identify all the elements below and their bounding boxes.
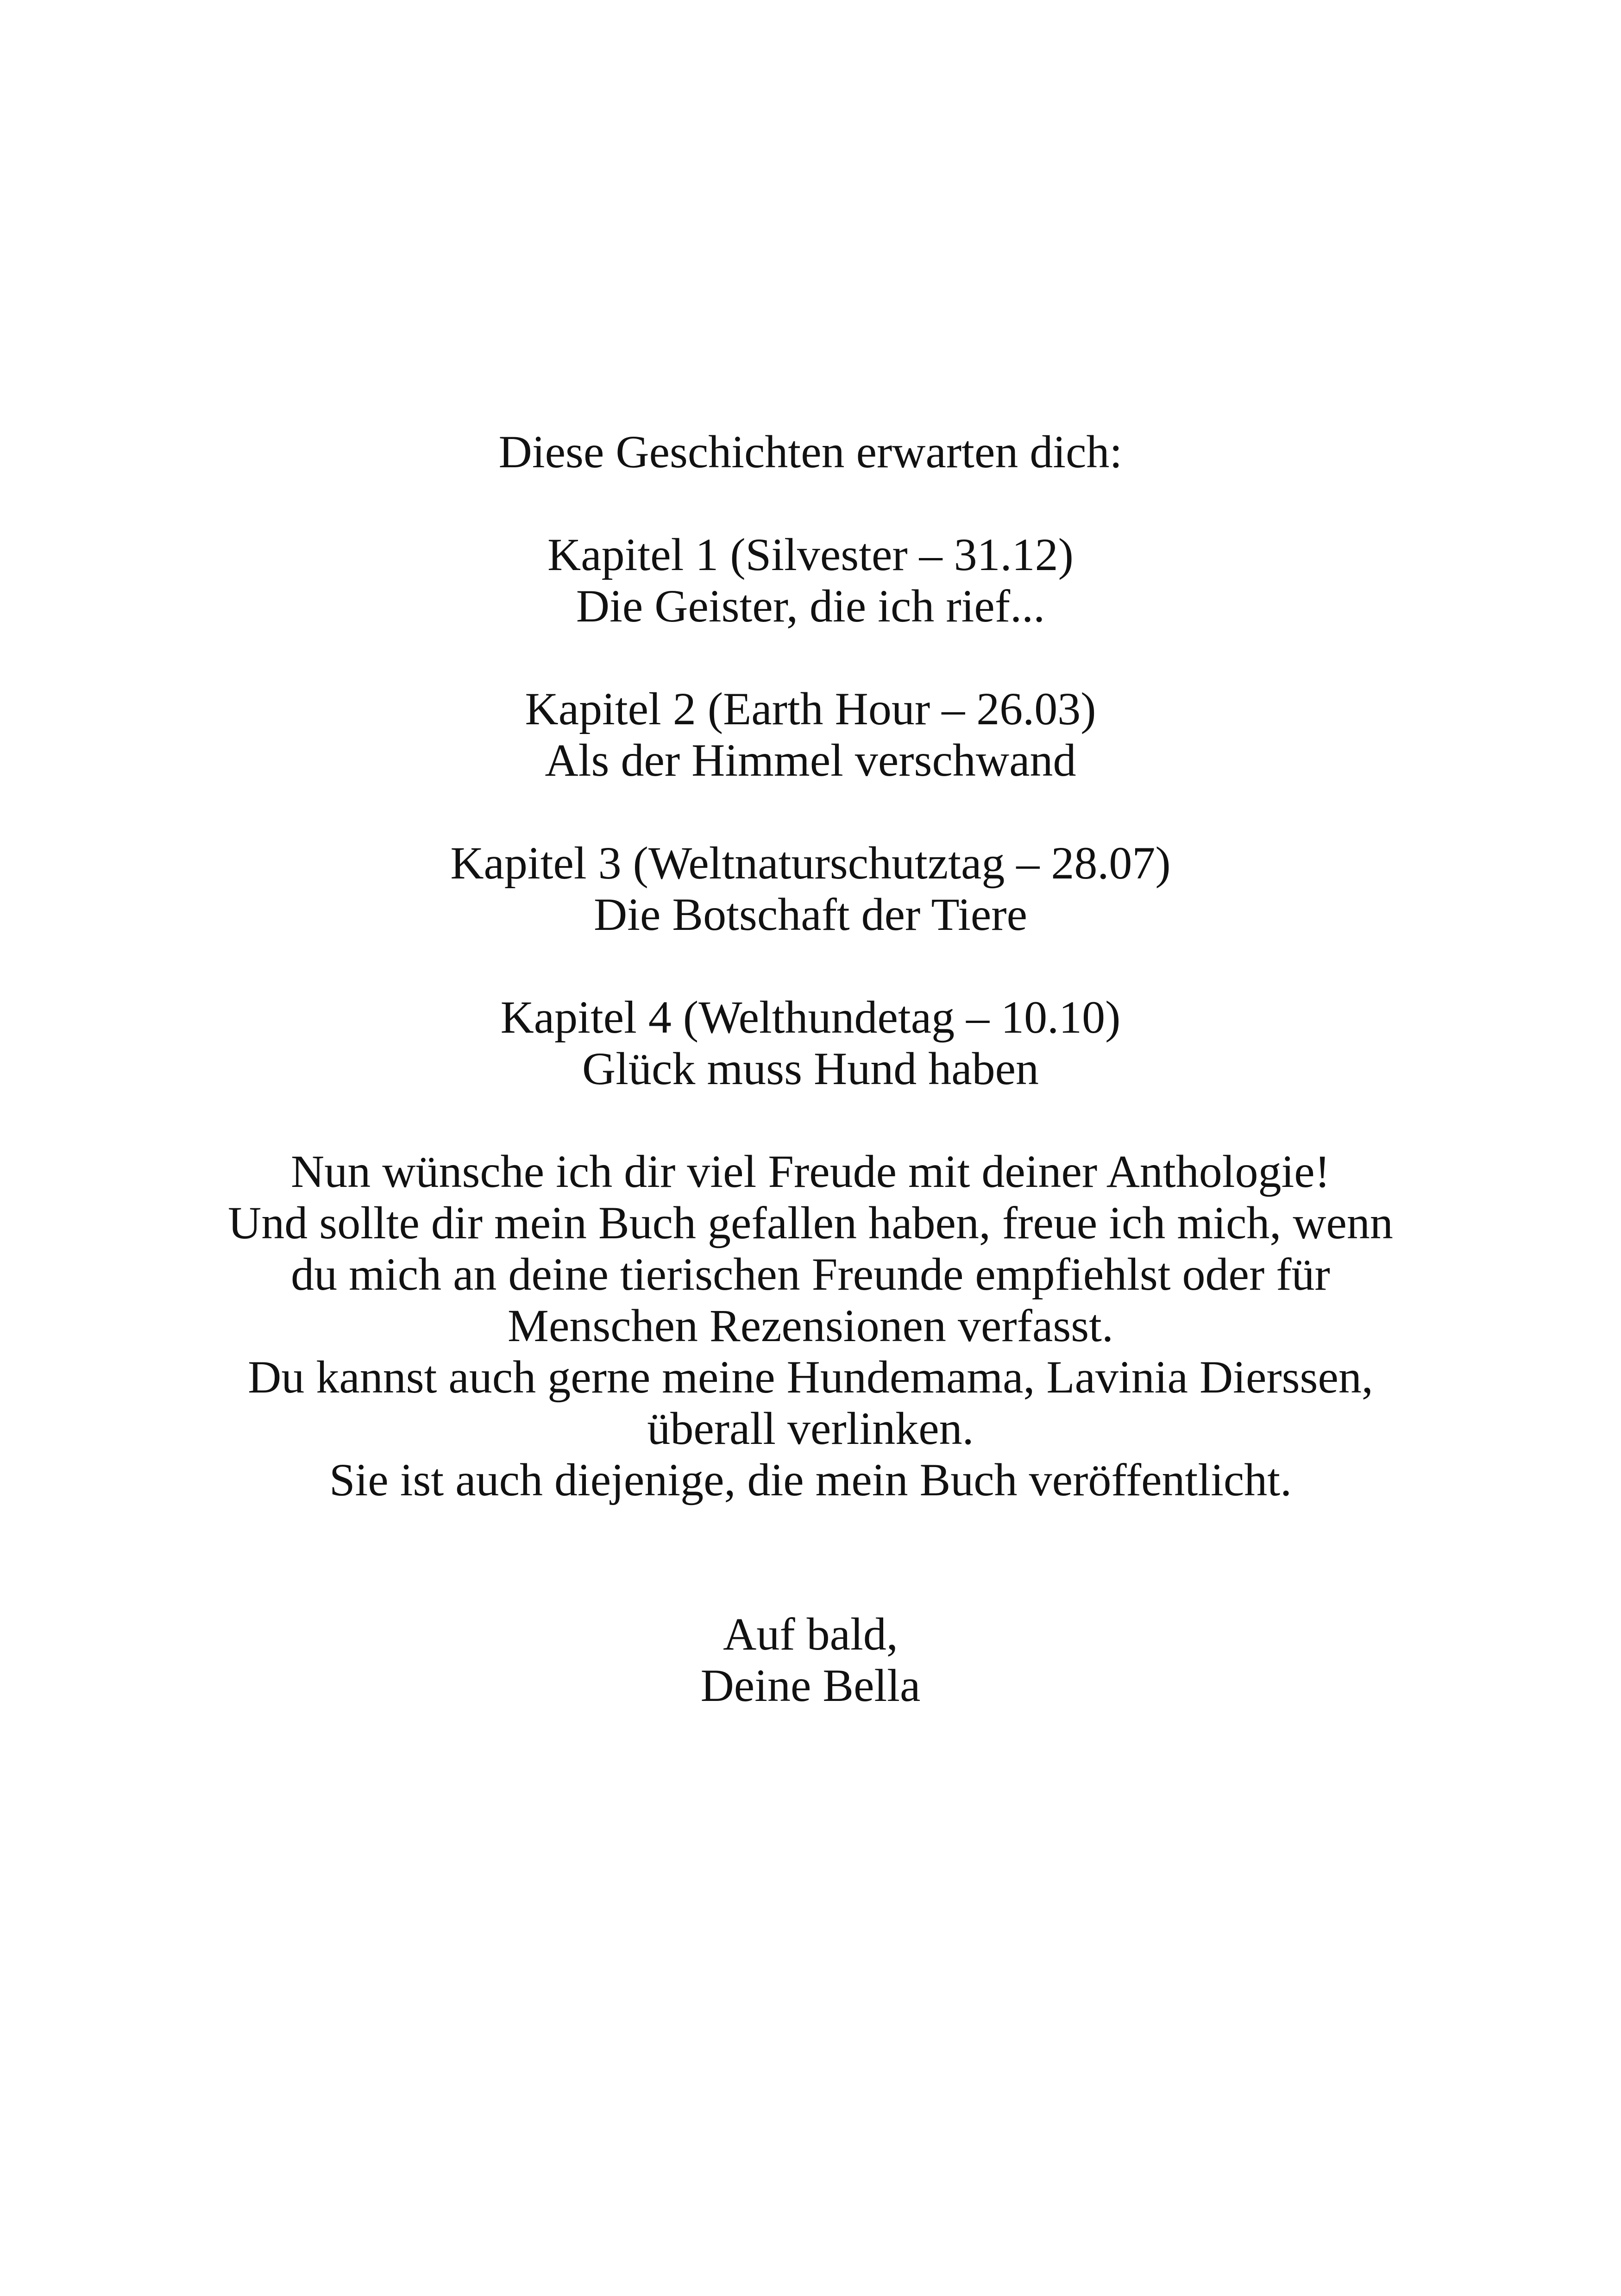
spacer	[0, 477, 1621, 529]
message-line: Menschen Rezensionen verfasst.	[508, 1300, 1113, 1351]
chapter-heading: Kapitel 1 (Silvester – 31.12)	[547, 529, 1074, 580]
message-line: Nun wünsche ich dir viel Freude mit deiner Anthologie!	[291, 1146, 1330, 1197]
chapter-block-1	[0, 529, 1621, 632]
message-line: Und sollte dir mein Buch gefallen haben, freue ich mich, wenn	[228, 1197, 1393, 1248]
spacer	[0, 786, 1621, 837]
spacer	[0, 1094, 1621, 1146]
chapter-title: Die Geister, die ich rief...	[576, 580, 1045, 632]
message-block	[0, 1146, 1621, 1506]
chapter-block-4	[0, 991, 1621, 1094]
chapter-block-2	[0, 683, 1621, 786]
closing-greeting: Auf bald,	[723, 1608, 898, 1660]
chapter-heading: Kapitel 3 (Weltnaturschutztag – 28.07)	[450, 837, 1171, 889]
closing-block	[0, 1608, 1621, 1711]
spacer	[0, 940, 1621, 991]
message-line: Sie ist auch diejenige, die mein Buch veröffentlicht.	[329, 1454, 1292, 1506]
chapter-block-3	[0, 837, 1621, 940]
page-content	[0, 426, 1621, 1711]
chapter-heading: Kapitel 2 (Earth Hour – 26.03)	[525, 683, 1096, 734]
intro-line: Diese Geschichten erwarten dich:	[498, 426, 1123, 477]
closing-signature: Deine Bella	[700, 1660, 921, 1711]
spacer	[0, 1506, 1621, 1608]
message-line: überall verlinken.	[647, 1403, 974, 1454]
chapter-title: Als der Himmel verschwand	[545, 734, 1076, 786]
message-line: Du kannst auch gerne meine Hundemama, Lavinia Dierssen,	[248, 1351, 1373, 1403]
spacer	[0, 632, 1621, 683]
chapter-heading: Kapitel 4 (Welthundetag – 10.10)	[500, 991, 1121, 1043]
message-line: du mich an deine tierischen Freunde empfiehlst oder für	[291, 1248, 1330, 1300]
chapter-title: Die Botschaft der Tiere	[594, 889, 1027, 940]
chapter-title: Glück muss Hund haben	[582, 1043, 1039, 1094]
